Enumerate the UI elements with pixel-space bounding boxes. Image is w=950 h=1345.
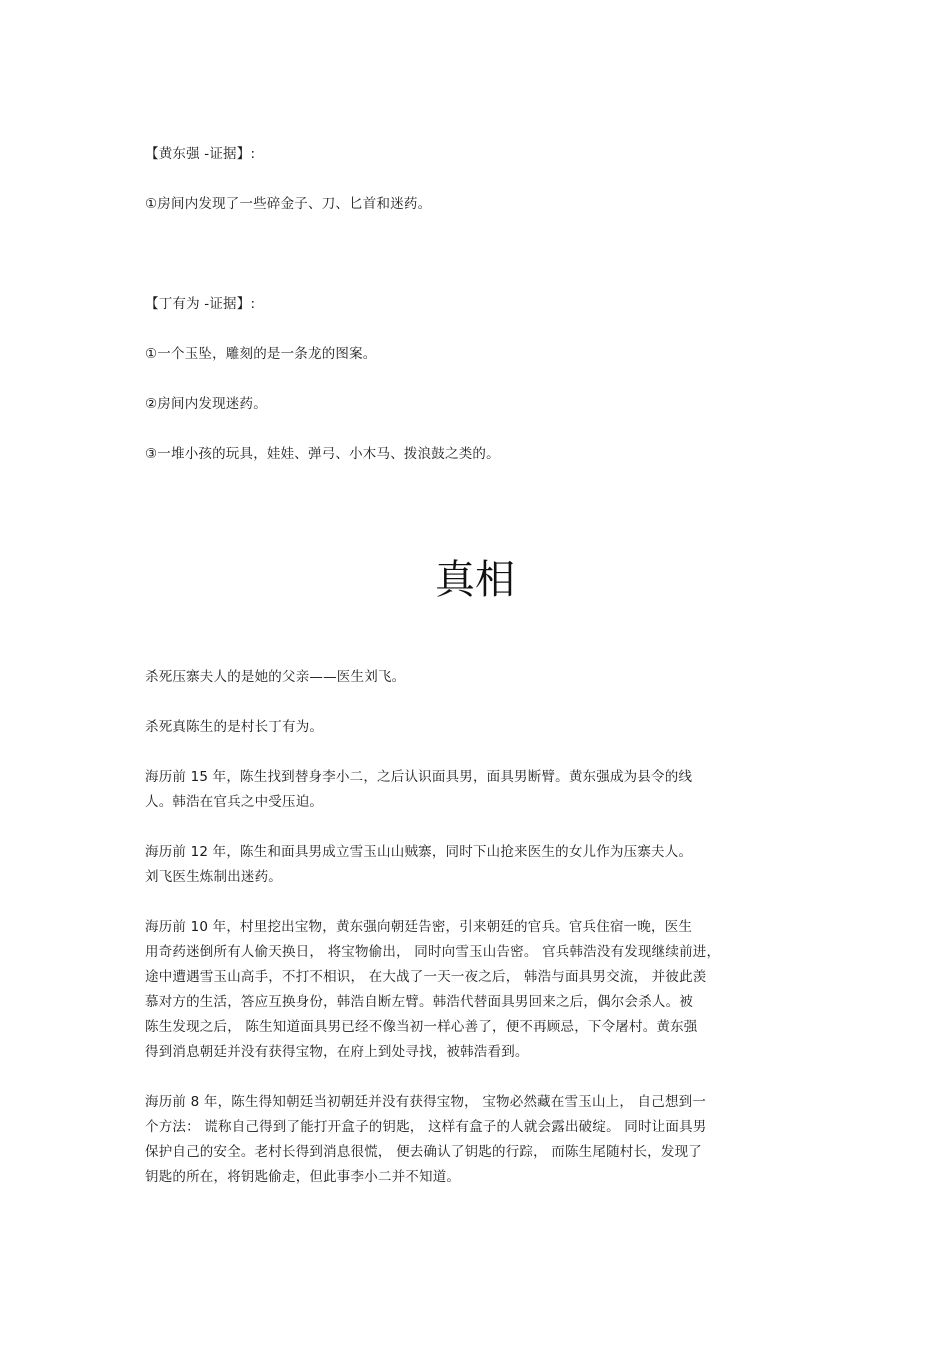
truth-paragraph-1-line-1: 杀死压寨夫人的是她的父亲——医生刘飞。 bbox=[145, 669, 406, 685]
truth-title: 真相 bbox=[435, 557, 515, 603]
ding-evidence-item-1: ①一个玉坠，雕刻的是一条龙的图案。 bbox=[145, 346, 377, 362]
truth-paragraph-5-line-4: 慕对方的生活，答应互换身份，韩浩自断左臂。韩浩代替面具男回来之后，偶尔会杀人。被 bbox=[145, 994, 693, 1010]
ding-evidence-item-2: ②房间内发现迷药。 bbox=[145, 396, 267, 412]
truth-paragraph-6-line-4: 钥匙的所在，将钥匙偷走，但此事李小二并不知道。 bbox=[145, 1169, 461, 1185]
truth-paragraph-5-line-6: 得到消息朝廷并没有获得宝物，在府上到处寻找，被韩浩看到。 bbox=[145, 1044, 529, 1060]
ding-evidence-header: 【丁有为 -证据】: bbox=[145, 296, 256, 312]
truth-paragraph-6-line-2: 个方法： 谎称自己得到了能打开盒子的钥匙， 这样有盒子的人就会露出破绽。 同时让面具男 bbox=[145, 1119, 707, 1135]
truth-paragraph-5-line-2: 用奇药迷倒所有人偷天换日， 将宝物偷出， 同时向雪玉山告密。 官兵韩浩没有发现继续前进， bbox=[145, 944, 721, 960]
truth-paragraph-3-line-2: 人。韩浩在官兵之中受压迫。 bbox=[145, 794, 324, 810]
truth-paragraph-5-line-5: 陈生发现之后， 陈生知道面具男已经不像当初一样心善了，便不再顾忌，下令屠村。黄东强 bbox=[145, 1019, 698, 1035]
truth-paragraph-4-line-1: 海历前 12 年，陈生和面具男成立雪玉山山贼寨，同时下山抢来医生的女儿作为压寨夫人。 bbox=[145, 844, 693, 860]
truth-paragraph-6-line-3: 保护自己的安全。老村长得到消息很慌， 便去确认了钥匙的行踪， 而陈生尾随村长，发现了 bbox=[145, 1144, 702, 1160]
truth-paragraph-5-line-1: 海历前 10 年，村里挖出宝物，黄东强向朝廷告密，引来朝廷的官兵。官兵住宿一晚，医生 bbox=[145, 919, 693, 935]
truth-paragraph-5-line-3: 途中遭遇雪玉山高手，不打不相识， 在大战了一天一夜之后， 韩浩与面具男交流， 并彼此羡 bbox=[145, 969, 707, 985]
ding-evidence-item-3: ③一堆小孩的玩具，娃娃、弹弓、小木马、拨浪鼓之类的。 bbox=[145, 446, 500, 462]
huang-evidence-item-1: ①房间内发现了一些碎金子、刀、匕首和迷药。 bbox=[145, 196, 432, 212]
truth-paragraph-3-line-1: 海历前 15 年，陈生找到替身李小二，之后认识面具男，面具男断臂。黄东强成为县令的线 bbox=[145, 769, 693, 785]
huang-evidence-header: 【黄东强 -证据】: bbox=[145, 146, 256, 162]
truth-paragraph-6-line-1: 海历前 8 年，陈生得知朝廷当初朝廷并没有获得宝物， 宝物必然藏在雪玉山上， 自己想到一 bbox=[145, 1094, 707, 1110]
truth-paragraph-4-line-2: 刘飞医生炼制出迷药。 bbox=[145, 869, 282, 885]
truth-paragraph-2-line-1: 杀死真陈生的是村长丁有为。 bbox=[145, 719, 324, 735]
